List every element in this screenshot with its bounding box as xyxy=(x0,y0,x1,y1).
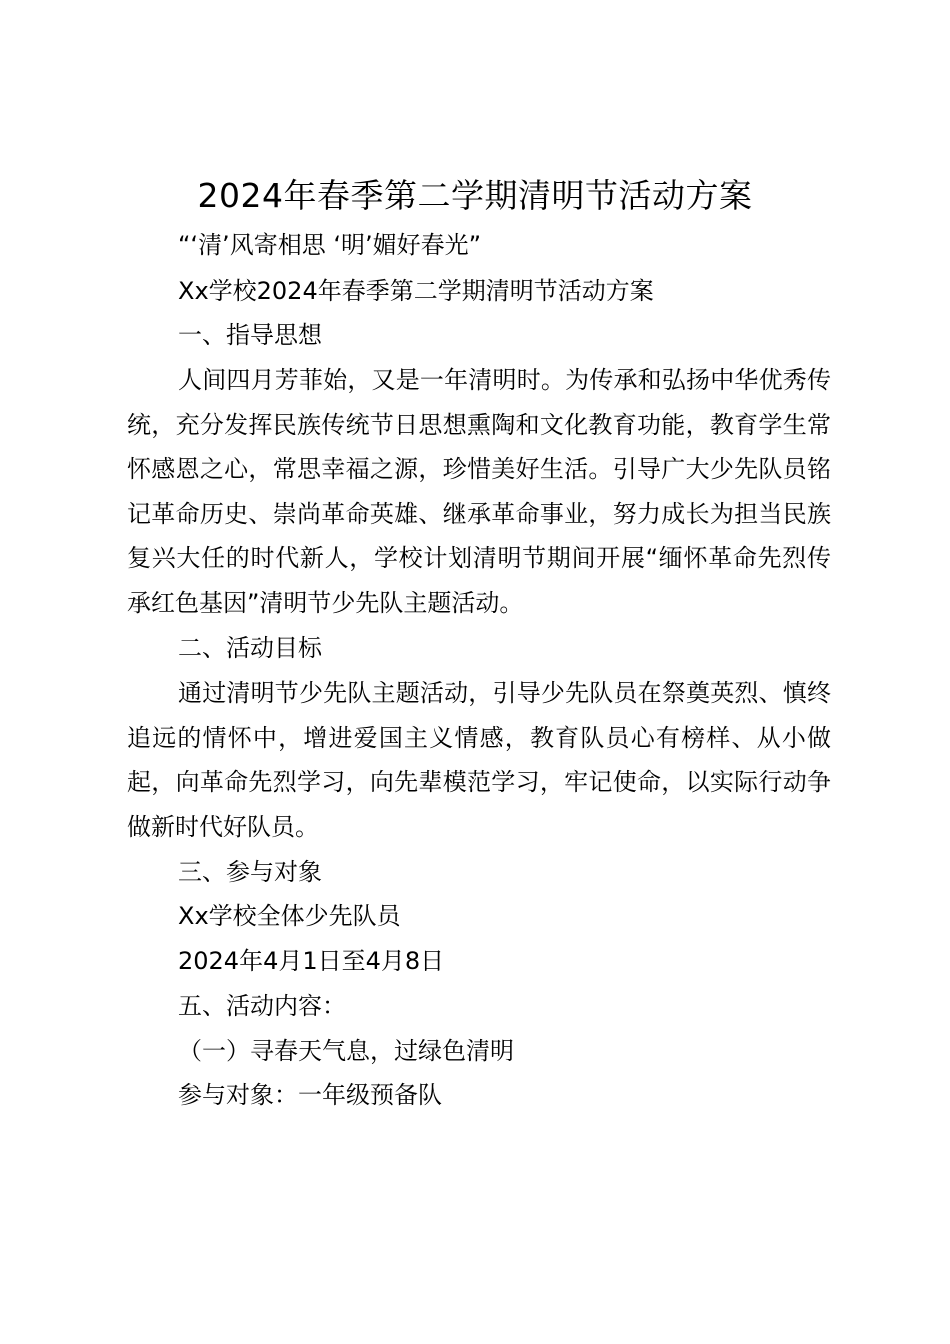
slogan-line: “‘清’风寄相思 ‘明’媚好春光” xyxy=(178,231,482,259)
activity-item-participants: 参与对象：一年级预备队 xyxy=(178,1081,442,1109)
section-heading-participants: 三、参与对象 xyxy=(178,858,322,886)
activity-item-heading: （一）寻春天气息，过绿色清明 xyxy=(178,1037,514,1065)
paragraph-guiding-ideology: 人间四月芳菲始，又是一年清明时。为传承和弘扬中华优秀传统，充分发挥民族传统节日思想熏陶和文化教育功能，教育学生常怀感恩之心，常思幸福之源，珍惜美好生活。引导广大少先队员铭记革命历史、崇尚革命英雄、继承革命事业，努力成长为担当民族复兴大任的时代新人，学校计划清明节期间开展“缅怀革命先烈传承红色基因”清明节少先队主题活动。 xyxy=(127,366,831,617)
section-heading-guiding-ideology: 一、指导思想 xyxy=(178,321,322,349)
document-subtitle: Xx学校2024年春季第二学期清明节活动方案 xyxy=(178,277,654,305)
participants-text: Xx学校全体少先队员 xyxy=(178,902,401,930)
date-range-text: 2024年4月1日至4月8日 xyxy=(178,947,445,975)
section-heading-activity-content: 五、活动内容： xyxy=(178,992,346,1020)
section-heading-activity-goals: 二、活动目标 xyxy=(178,634,322,662)
document-title: 2024年春季第二学期清明节活动方案 xyxy=(197,176,753,215)
paragraph-activity-goals: 通过清明节少先队主题活动，引导少先队员在祭奠英烈、慎终追远的情怀中，增进爱国主义情感，教育队员心有榜样、从小做起，向革命先烈学习，向先辈模范学习，牢记使命，以实际行动争做新时代好队员。 xyxy=(127,679,831,841)
